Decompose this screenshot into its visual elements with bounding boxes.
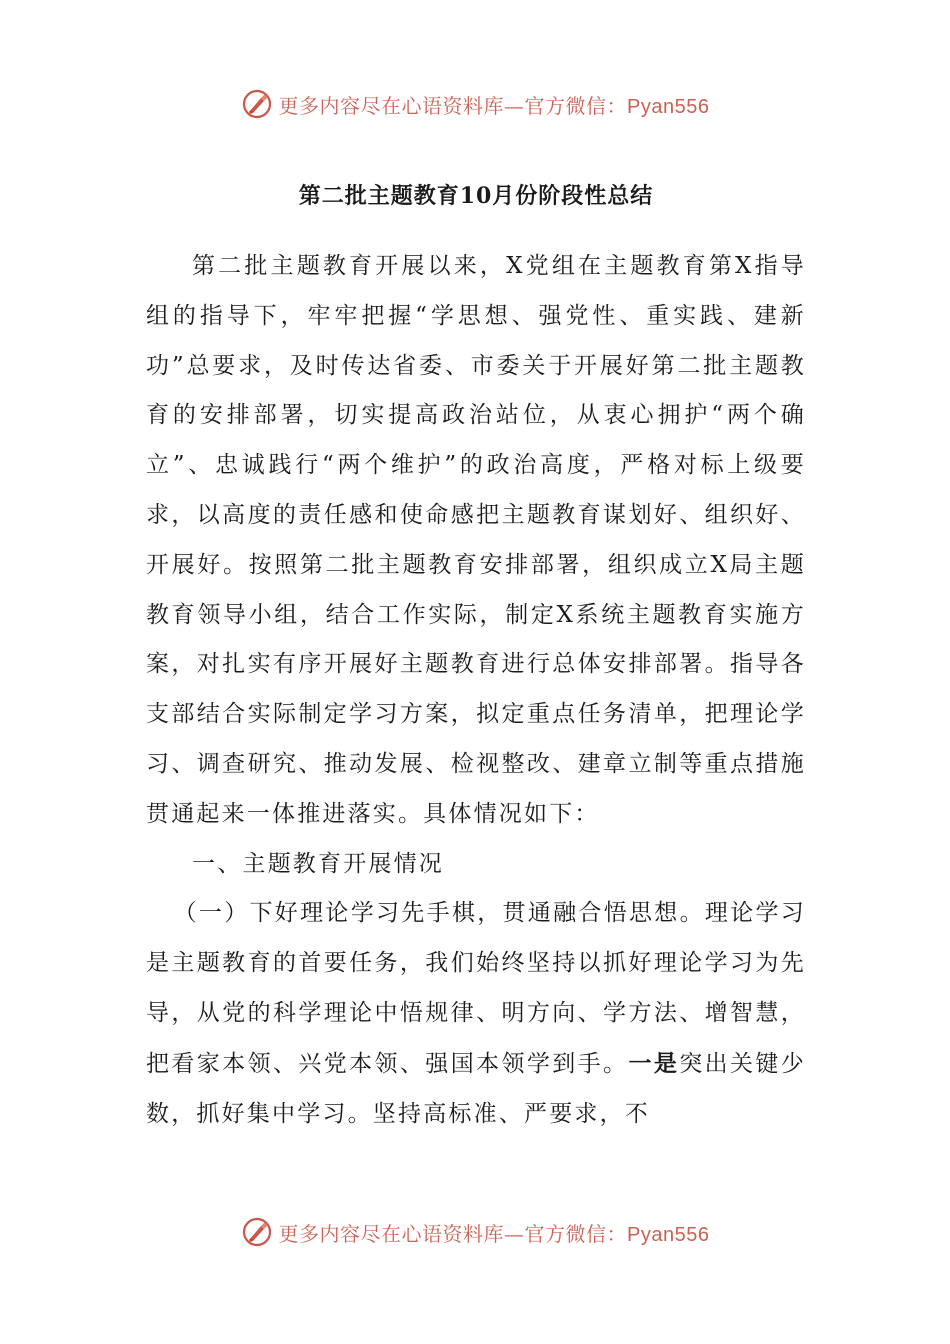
watermark-footer [0,1212,950,1252]
subsection-paragraph-1 [146,889,806,1139]
subsection-tail: 突出关键少数，抓好集中学习。坚持高标准、严要求，不 [146,1050,806,1127]
intro-paragraph: 第二批主题教育开展以来，X党组在主题教育第X指导组的指导下，牢牢把握“学思想、强党性、重实践、建新功”总要求，及时传达省委、市委关于开展好第二批主题教育的安排部署，切实提高政治站位，从衷心拥护“两个确立”、忠诚践行“两个维护”的政治高度，严格对标上级要求，以高度的责任感和使命感把主题教育谋划好、组织好、开展好。按照第二批主题教育安排部署，组织成立X局主题教育领导小组，结合工作实际，制定X系统主题教育实施方案，对扎实有序开展好主题教育进行总体安排部署。指导各支部结合实际制定学习方案，拟定重点任务清单，把理论学习、调查研究、推动发展、检视整改、建章立制等重点措施贯通起来一体推进落实。具体情况如下： [146,253,806,827]
section-heading-1: 一、主题教育开展情况 [192,850,444,877]
watermark-text: 更多内容尽在心语资料库—官方微信：Pyan556 [278,1221,710,1246]
document-title: 第二批主题教育10月份阶段性总结 [298,183,654,209]
watermark-text: 更多内容尽在心语资料库—官方微信：Pyan556 [278,93,710,118]
subsection-text: （一）下好理论学习先手棋，贯通融合悟思想。理论学习是主题教育的首要任务，我们始终坚持以抓好理论学习为先导，从党的科学理论中悟规律、明方向、学方法、增智慧，把看家本领、兴党本领、强国本领学到手。 [146,900,806,1077]
document-page [146,168,806,1139]
pen-logo-icon [241,88,273,120]
watermark-header [0,84,950,124]
subsection-bold-marker: 一是 [628,1049,680,1077]
pen-logo-icon [241,1216,273,1248]
